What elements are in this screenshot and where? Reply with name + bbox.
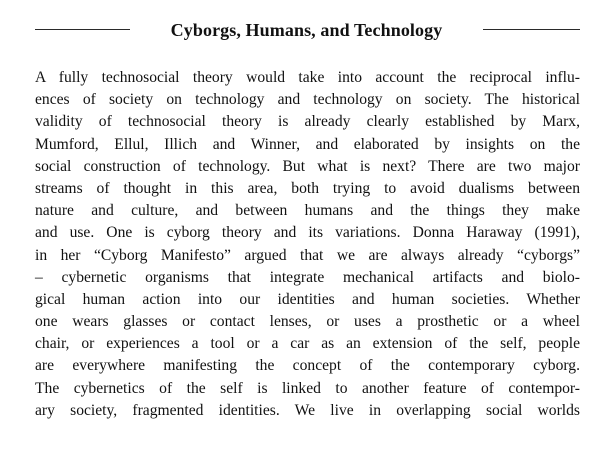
body-line: streams of thought in this area, both trying to avoid dualisms between bbox=[35, 179, 580, 197]
body-line: gical human action into our identities and human societies. Whether bbox=[35, 290, 580, 308]
body-line: Mumford, Ellul, Illich and Winner, and elaborated by insights on the bbox=[35, 135, 580, 153]
body-line: – cybernetic organisms that integrate mechanical artifacts and biolo- bbox=[35, 268, 580, 286]
body-line: A fully technosocial theory would take into account the reciprocal influ- bbox=[35, 69, 580, 86]
body-line: social construction of technology. But what is next? There are two major bbox=[35, 157, 580, 175]
body-line: ences of society on technology and technology on society. The historical bbox=[35, 91, 580, 109]
body-line: in her “Cyborg Manifesto” argued that we are always already “cyborgs” bbox=[35, 246, 580, 264]
body-paragraph bbox=[35, 67, 580, 422]
body-line: are everywhere manifesting the concept of the contemporary cyborg. bbox=[35, 357, 580, 375]
heading-rule-right bbox=[483, 29, 580, 30]
heading-rule-left bbox=[35, 29, 130, 30]
body-line: chair, or experiences a tool or a car as an extension of the self, people bbox=[35, 335, 580, 353]
body-line: The cybernetics of the self is linked to another feature of contempor- bbox=[35, 379, 580, 397]
body-line: validity of technosocial theory is already clearly established by Marx, bbox=[35, 113, 580, 131]
body-line: ary society, fragmented identities. We live in overlapping social worlds bbox=[35, 401, 580, 419]
body-line: and use. One is cyborg theory and its variations. Donna Haraway (1991), bbox=[35, 224, 580, 242]
section-title: Cyborgs, Humans, and Technology bbox=[170, 20, 443, 40]
section-heading bbox=[0, 16, 615, 46]
body-line: one wears glasses or contact lenses, or uses a prosthetic or a wheel bbox=[35, 313, 580, 331]
body-line: nature and culture, and between humans and the things they make bbox=[35, 202, 580, 220]
